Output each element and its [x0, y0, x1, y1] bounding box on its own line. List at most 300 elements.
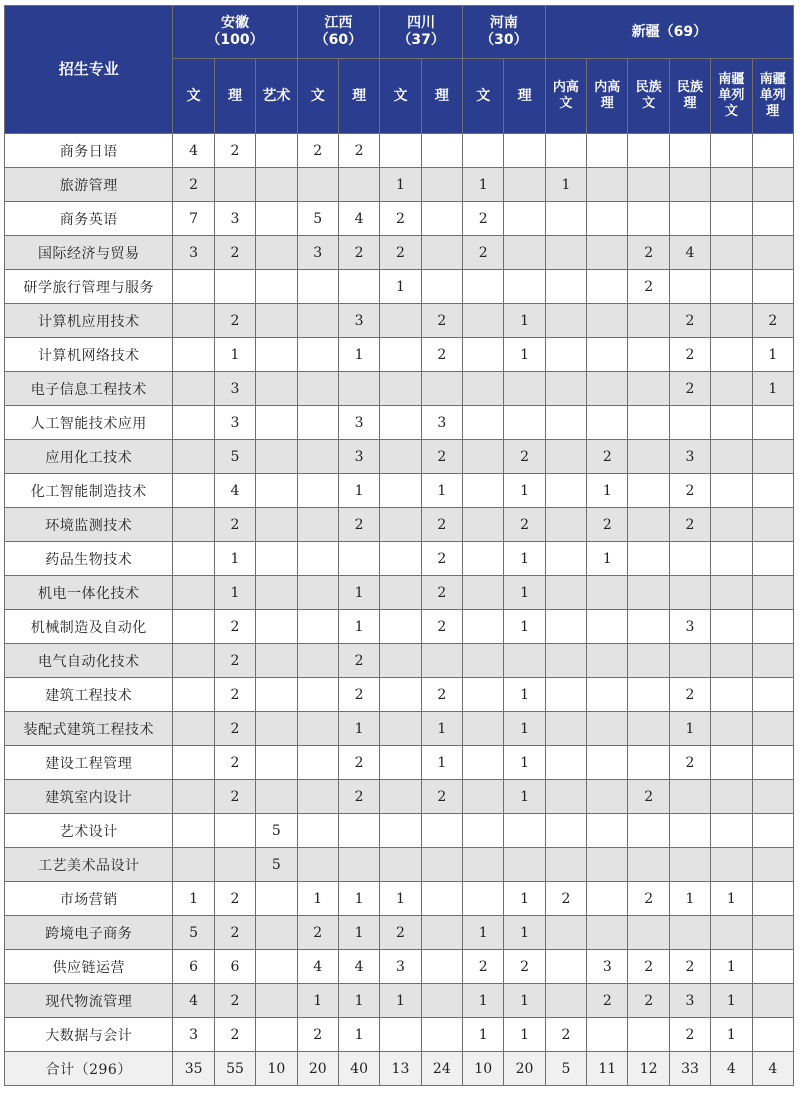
table-row: [5, 270, 794, 304]
quota-cell: 1: [421, 712, 462, 746]
quota-cell: [587, 236, 628, 270]
quota-cell: [711, 304, 752, 338]
quota-cell: [628, 474, 669, 508]
province-header-henan: [463, 6, 546, 59]
quota-cell: [463, 406, 504, 440]
subject-header-cell: [214, 59, 255, 134]
major-name-cell: 建筑工程技术: [5, 678, 173, 712]
quota-cell: 2: [587, 508, 628, 542]
quota-cell: [504, 406, 545, 440]
quota-cell: [587, 270, 628, 304]
quota-cell: [545, 542, 586, 576]
quota-cell: 1: [421, 746, 462, 780]
quota-cell: 4: [669, 236, 710, 270]
quota-cell: 1: [545, 168, 586, 202]
quota-cell: [504, 202, 545, 236]
quota-cell: 2: [380, 202, 421, 236]
province-count: （37）: [397, 32, 445, 48]
quota-cell: [297, 610, 338, 644]
quota-cell: 2: [338, 644, 379, 678]
quota-cell: [173, 678, 214, 712]
total-value-cell: 20: [297, 1052, 338, 1086]
major-name-cell: 机械制造及自动化: [5, 610, 173, 644]
quota-cell: [380, 406, 421, 440]
province-header-xinjiang: [545, 6, 793, 59]
quota-cell: [173, 338, 214, 372]
province-name: 河南: [489, 15, 518, 31]
quota-cell: [256, 236, 297, 270]
quota-cell: 2: [628, 984, 669, 1018]
quota-cell: [752, 610, 793, 644]
quota-cell: [628, 202, 669, 236]
quota-cell: [587, 406, 628, 440]
quota-cell: 1: [504, 576, 545, 610]
total-value-cell: 35: [173, 1052, 214, 1086]
table-row: [5, 202, 794, 236]
quota-cell: 2: [214, 882, 255, 916]
quota-cell: [587, 916, 628, 950]
quota-cell: [173, 440, 214, 474]
quota-cell: 5: [256, 814, 297, 848]
quota-cell: [297, 712, 338, 746]
quota-cell: [297, 746, 338, 780]
quota-cell: [380, 440, 421, 474]
quota-cell: 1: [338, 1018, 379, 1052]
table-row: [5, 474, 794, 508]
quota-cell: [752, 950, 793, 984]
quota-cell: 3: [214, 372, 255, 406]
quota-cell: [587, 372, 628, 406]
quota-cell: [421, 950, 462, 984]
quota-cell: [545, 576, 586, 610]
quota-cell: [380, 372, 421, 406]
quota-cell: 1: [380, 882, 421, 916]
quota-cell: [587, 304, 628, 338]
province-header-anhui: [173, 6, 297, 59]
quota-cell: 1: [587, 542, 628, 576]
quota-cell: [297, 678, 338, 712]
quota-cell: [173, 814, 214, 848]
quota-cell: [297, 406, 338, 440]
table-row: [5, 610, 794, 644]
quota-cell: 1: [297, 984, 338, 1018]
province-count: （100）: [206, 32, 264, 48]
table-row: [5, 712, 794, 746]
quota-cell: [214, 168, 255, 202]
quota-cell: 1: [338, 916, 379, 950]
total-value-cell: 5: [545, 1052, 586, 1086]
quota-cell: [338, 542, 379, 576]
quota-cell: [711, 406, 752, 440]
quota-cell: [256, 780, 297, 814]
table-row: [5, 678, 794, 712]
quota-cell: 2: [463, 236, 504, 270]
quota-cell: 1: [711, 950, 752, 984]
major-name-cell: 旅游管理: [5, 168, 173, 202]
quota-cell: [256, 338, 297, 372]
quota-cell: [711, 712, 752, 746]
quota-cell: 2: [587, 440, 628, 474]
quota-cell: [504, 814, 545, 848]
quota-cell: [256, 712, 297, 746]
quota-cell: [628, 1018, 669, 1052]
quota-cell: 2: [214, 712, 255, 746]
quota-cell: 3: [214, 202, 255, 236]
quota-cell: [256, 270, 297, 304]
quota-cell: 2: [628, 270, 669, 304]
quota-cell: 2: [669, 304, 710, 338]
major-name-cell: 人工智能技术应用: [5, 406, 173, 440]
quota-cell: [421, 1018, 462, 1052]
enrollment-table: [4, 5, 794, 1086]
subject-header-label: 理: [434, 87, 449, 104]
subject-header-label: 南疆: [718, 72, 745, 87]
major-name-cell: 化工智能制造技术: [5, 474, 173, 508]
total-value-cell: 13: [380, 1052, 421, 1086]
total-value-cell: 55: [214, 1052, 255, 1086]
quota-cell: [297, 338, 338, 372]
quota-cell: [380, 1018, 421, 1052]
quota-cell: [545, 440, 586, 474]
quota-cell: [587, 202, 628, 236]
major-name-cell: 供应链运营: [5, 950, 173, 984]
quota-cell: [752, 882, 793, 916]
subject-header-label: 民族: [635, 80, 662, 95]
quota-cell: 2: [173, 168, 214, 202]
quota-cell: 5: [256, 848, 297, 882]
quota-cell: 2: [421, 780, 462, 814]
quota-cell: 6: [214, 950, 255, 984]
subject-header-cell: [338, 59, 379, 134]
quota-cell: 2: [214, 610, 255, 644]
quota-cell: 1: [504, 916, 545, 950]
quota-cell: [380, 134, 421, 168]
quota-cell: 3: [297, 236, 338, 270]
quota-cell: [752, 440, 793, 474]
quota-cell: 7: [173, 202, 214, 236]
major-name-cell: 跨境电子商务: [5, 916, 173, 950]
quota-cell: [256, 474, 297, 508]
quota-cell: [380, 338, 421, 372]
quota-cell: [380, 814, 421, 848]
quota-cell: 1: [338, 474, 379, 508]
major-name-cell: 商务英语: [5, 202, 173, 236]
quota-cell: [504, 168, 545, 202]
quota-cell: [338, 270, 379, 304]
quota-cell: [256, 746, 297, 780]
quota-cell: 2: [669, 474, 710, 508]
quota-cell: [669, 848, 710, 882]
quota-cell: [256, 678, 297, 712]
quota-cell: 2: [752, 304, 793, 338]
quota-cell: 2: [669, 678, 710, 712]
quota-cell: [297, 168, 338, 202]
quota-cell: [256, 202, 297, 236]
quota-cell: 1: [504, 304, 545, 338]
quota-cell: 1: [504, 882, 545, 916]
quota-cell: [297, 814, 338, 848]
quota-cell: [256, 882, 297, 916]
quota-cell: 1: [504, 780, 545, 814]
quota-cell: [463, 712, 504, 746]
table-row: [5, 1018, 794, 1052]
quota-cell: [711, 202, 752, 236]
total-value-cell: 40: [338, 1052, 379, 1086]
quota-cell: [545, 508, 586, 542]
table-row: [5, 814, 794, 848]
quota-cell: [752, 814, 793, 848]
quota-cell: [628, 814, 669, 848]
quota-cell: [545, 678, 586, 712]
quota-cell: [338, 168, 379, 202]
table-row: [5, 780, 794, 814]
quota-cell: [669, 780, 710, 814]
quota-cell: [711, 168, 752, 202]
quota-cell: [669, 916, 710, 950]
quota-cell: 1: [504, 1018, 545, 1052]
quota-cell: [421, 372, 462, 406]
quota-cell: [214, 270, 255, 304]
major-name-cell: 建筑室内设计: [5, 780, 173, 814]
quota-cell: [173, 644, 214, 678]
quota-cell: 1: [338, 338, 379, 372]
quota-cell: [463, 508, 504, 542]
quota-cell: [628, 304, 669, 338]
table-row: [5, 882, 794, 916]
quota-cell: 1: [711, 882, 752, 916]
total-value-cell: 12: [628, 1052, 669, 1086]
quota-cell: [380, 780, 421, 814]
quota-cell: [338, 372, 379, 406]
province-name: 四川: [407, 15, 436, 31]
quota-cell: [628, 712, 669, 746]
quota-cell: [380, 712, 421, 746]
quota-cell: 2: [297, 916, 338, 950]
quota-cell: 2: [338, 746, 379, 780]
quota-cell: [545, 474, 586, 508]
quota-cell: [256, 916, 297, 950]
quota-cell: [421, 270, 462, 304]
total-value-cell: 10: [256, 1052, 297, 1086]
quota-cell: [711, 372, 752, 406]
major-name-cell: 应用化工技术: [5, 440, 173, 474]
major-name-cell: 机电一体化技术: [5, 576, 173, 610]
quota-cell: 2: [421, 610, 462, 644]
quota-cell: 1: [380, 168, 421, 202]
table-row: [5, 746, 794, 780]
quota-cell: 2: [463, 950, 504, 984]
quota-cell: 1: [338, 576, 379, 610]
quota-cell: [463, 270, 504, 304]
quota-cell: 3: [669, 610, 710, 644]
quota-cell: 1: [297, 882, 338, 916]
quota-cell: [628, 678, 669, 712]
quota-cell: [421, 644, 462, 678]
quota-cell: 2: [214, 780, 255, 814]
quota-cell: [256, 304, 297, 338]
quota-cell: [545, 848, 586, 882]
quota-cell: 2: [669, 1018, 710, 1052]
major-name-cell: 艺术设计: [5, 814, 173, 848]
quota-cell: 1: [338, 882, 379, 916]
quota-cell: [504, 134, 545, 168]
subject-header-cell: [669, 59, 710, 134]
quota-cell: 1: [463, 1018, 504, 1052]
subject-header-label: 理: [766, 104, 780, 119]
quota-cell: [545, 984, 586, 1018]
quota-cell: 1: [463, 916, 504, 950]
table-row: [5, 168, 794, 202]
subject-header-label: 单列: [759, 88, 786, 103]
subject-header-label: 南疆: [759, 72, 786, 87]
quota-cell: [421, 236, 462, 270]
quota-cell: 2: [421, 576, 462, 610]
quota-cell: [297, 848, 338, 882]
quota-cell: [297, 474, 338, 508]
quota-cell: [545, 406, 586, 440]
quota-cell: [463, 814, 504, 848]
subject-header-label: 文: [310, 87, 325, 104]
quota-cell: [297, 508, 338, 542]
major-header-label: 招生专业: [58, 60, 119, 78]
quota-cell: [545, 746, 586, 780]
quota-cell: 4: [297, 950, 338, 984]
quota-cell: [669, 168, 710, 202]
total-value-cell: 4: [752, 1052, 793, 1086]
quota-cell: [380, 644, 421, 678]
quota-cell: [256, 542, 297, 576]
quota-cell: 2: [421, 440, 462, 474]
quota-cell: 2: [338, 134, 379, 168]
quota-cell: [628, 338, 669, 372]
quota-cell: [256, 168, 297, 202]
quota-cell: [256, 644, 297, 678]
quota-cell: [297, 644, 338, 678]
quota-cell: [256, 508, 297, 542]
quota-cell: [669, 134, 710, 168]
quota-cell: [297, 304, 338, 338]
subject-header-label: 文: [476, 87, 491, 104]
quota-cell: 2: [214, 508, 255, 542]
quota-cell: [256, 576, 297, 610]
quota-cell: [711, 746, 752, 780]
quota-cell: [463, 338, 504, 372]
quota-cell: [545, 236, 586, 270]
quota-cell: [711, 508, 752, 542]
quota-cell: [545, 644, 586, 678]
quota-cell: 1: [214, 542, 255, 576]
quota-cell: 2: [214, 134, 255, 168]
table-row: [5, 338, 794, 372]
quota-cell: [256, 440, 297, 474]
quota-cell: [711, 814, 752, 848]
quota-cell: [256, 610, 297, 644]
quota-cell: 1: [711, 1018, 752, 1052]
quota-cell: [628, 134, 669, 168]
subject-header-label: 单列: [718, 88, 745, 103]
table-row: [5, 950, 794, 984]
quota-cell: 1: [504, 610, 545, 644]
quota-cell: [463, 372, 504, 406]
subject-header-cell: [256, 59, 297, 134]
quota-cell: 3: [338, 440, 379, 474]
quota-cell: [421, 814, 462, 848]
subject-header-label: 理: [352, 87, 367, 104]
quota-cell: 1: [380, 984, 421, 1018]
quota-cell: [504, 848, 545, 882]
quota-cell: 2: [463, 202, 504, 236]
quota-cell: 1: [752, 372, 793, 406]
quota-cell: [421, 882, 462, 916]
province-header-row: [5, 6, 794, 59]
quota-cell: [752, 270, 793, 304]
quota-cell: 2: [214, 304, 255, 338]
table-row: [5, 984, 794, 1018]
subject-header-label: 艺术: [262, 87, 291, 104]
subject-header-label: 文: [724, 104, 738, 119]
table-row: [5, 134, 794, 168]
quota-cell: [463, 882, 504, 916]
quota-cell: [628, 372, 669, 406]
quota-cell: [669, 270, 710, 304]
quota-cell: 4: [214, 474, 255, 508]
quota-cell: [752, 916, 793, 950]
quota-cell: [256, 1018, 297, 1052]
quota-cell: 2: [669, 338, 710, 372]
quota-cell: [628, 406, 669, 440]
subject-header-label: 文: [186, 87, 201, 104]
table-body: [5, 134, 794, 1086]
quota-cell: 3: [421, 406, 462, 440]
quota-cell: 2: [421, 508, 462, 542]
subject-header-cell: [297, 59, 338, 134]
quota-cell: [297, 542, 338, 576]
quota-cell: [628, 916, 669, 950]
quota-cell: 3: [214, 406, 255, 440]
quota-cell: [173, 780, 214, 814]
quota-cell: [504, 270, 545, 304]
major-name-cell: 电子信息工程技术: [5, 372, 173, 406]
quota-cell: [752, 746, 793, 780]
quota-cell: 3: [338, 304, 379, 338]
quota-cell: [752, 1018, 793, 1052]
quota-cell: 2: [669, 508, 710, 542]
quota-cell: 2: [504, 950, 545, 984]
quota-cell: 2: [628, 780, 669, 814]
quota-cell: [711, 236, 752, 270]
quota-cell: [711, 474, 752, 508]
quota-cell: [380, 678, 421, 712]
quota-cell: [711, 780, 752, 814]
quota-cell: 1: [338, 984, 379, 1018]
quota-cell: 2: [421, 678, 462, 712]
quota-cell: [752, 508, 793, 542]
quota-cell: [545, 202, 586, 236]
quota-cell: 5: [297, 202, 338, 236]
quota-cell: [214, 814, 255, 848]
subject-header-cell: [380, 59, 421, 134]
quota-cell: 2: [504, 508, 545, 542]
quota-cell: [752, 984, 793, 1018]
total-label: 合计（296）: [5, 1052, 173, 1086]
quota-cell: [587, 678, 628, 712]
quota-cell: 1: [504, 712, 545, 746]
quota-cell: [711, 644, 752, 678]
quota-cell: [669, 542, 710, 576]
quota-cell: 3: [173, 236, 214, 270]
total-value-cell: 33: [669, 1052, 710, 1086]
table-row: [5, 508, 794, 542]
